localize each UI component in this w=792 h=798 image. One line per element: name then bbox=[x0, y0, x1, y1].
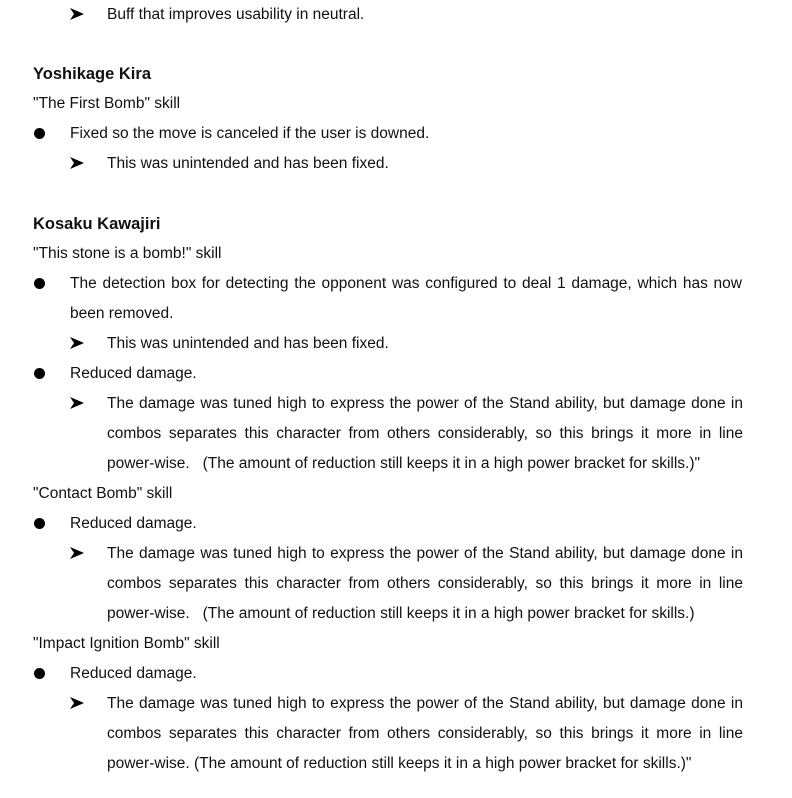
sub-bullet-text: This was unintended and has been fixed. bbox=[107, 335, 389, 352]
filled-circle-bullet-icon bbox=[34, 368, 45, 379]
sub-bullet-text-continuation: combos separates this character from others considerably, so this brings it more in line bbox=[107, 425, 743, 442]
sub-bullet-text: Buff that improves usability in neutral. bbox=[107, 6, 365, 23]
sub-bullet-text: The damage was tuned high to express the power of the Stand ability, but damage done in bbox=[107, 395, 743, 412]
arrowhead-bullet-icon bbox=[70, 8, 84, 20]
character-heading-yoshikage-kira: Yoshikage Kira bbox=[33, 65, 151, 83]
sub-bullet-text-continuation: combos separates this character from others considerably, so this brings it more in line bbox=[107, 725, 743, 742]
bullet-text: Reduced damage. bbox=[70, 665, 197, 682]
filled-circle-bullet-icon bbox=[34, 668, 45, 679]
sub-bullet-text-continuation: power-wise. (The amount of reduction still keeps it in a high power bracket for skills.) bbox=[107, 605, 695, 622]
bullet-text: The detection box for detecting the opponent was configured to deal 1 damage, which has now bbox=[70, 275, 742, 292]
arrowhead-bullet-icon bbox=[70, 697, 84, 709]
skill-title-the-first-bomb: "The First Bomb" skill bbox=[33, 95, 181, 112]
skill-title-contact-bomb: "Contact Bomb" skill bbox=[33, 485, 173, 502]
filled-circle-bullet-icon bbox=[34, 278, 45, 289]
sub-bullet-text-continuation: combos separates this character from others considerably, so this brings it more in line bbox=[107, 575, 743, 592]
sub-bullet-text: The damage was tuned high to express the power of the Stand ability, but damage done in bbox=[107, 545, 743, 562]
sub-bullet-text-continuation: power-wise. (The amount of reduction still keeps it in a high power bracket for skills.)" bbox=[107, 755, 692, 772]
arrowhead-bullet-icon bbox=[70, 337, 84, 349]
filled-circle-bullet-icon bbox=[34, 128, 45, 139]
bullet-text: Reduced damage. bbox=[70, 515, 197, 532]
skill-title-impact-ignition-bomb: "Impact Ignition Bomb" skill bbox=[33, 635, 220, 652]
filled-circle-bullet-icon bbox=[34, 518, 45, 529]
arrowhead-bullet-icon bbox=[70, 157, 84, 169]
bullet-text-continuation: been removed. bbox=[70, 305, 174, 322]
character-heading-kosaku-kawajiri: Kosaku Kawajiri bbox=[33, 215, 161, 233]
sub-bullet-text-continuation: power-wise. (The amount of reduction still keeps it in a high power bracket for skills.)" bbox=[107, 455, 701, 472]
arrowhead-bullet-icon bbox=[70, 397, 84, 409]
bullet-text: Reduced damage. bbox=[70, 365, 197, 382]
bullet-text: Fixed so the move is canceled if the user is downed. bbox=[70, 125, 430, 142]
skill-title-this-stone-is-a-bomb: "This stone is a bomb!" skill bbox=[33, 245, 222, 262]
arrowhead-bullet-icon bbox=[70, 547, 84, 559]
sub-bullet-text: This was unintended and has been fixed. bbox=[107, 155, 389, 172]
sub-bullet-text: The damage was tuned high to express the power of the Stand ability, but damage done in bbox=[107, 695, 743, 712]
